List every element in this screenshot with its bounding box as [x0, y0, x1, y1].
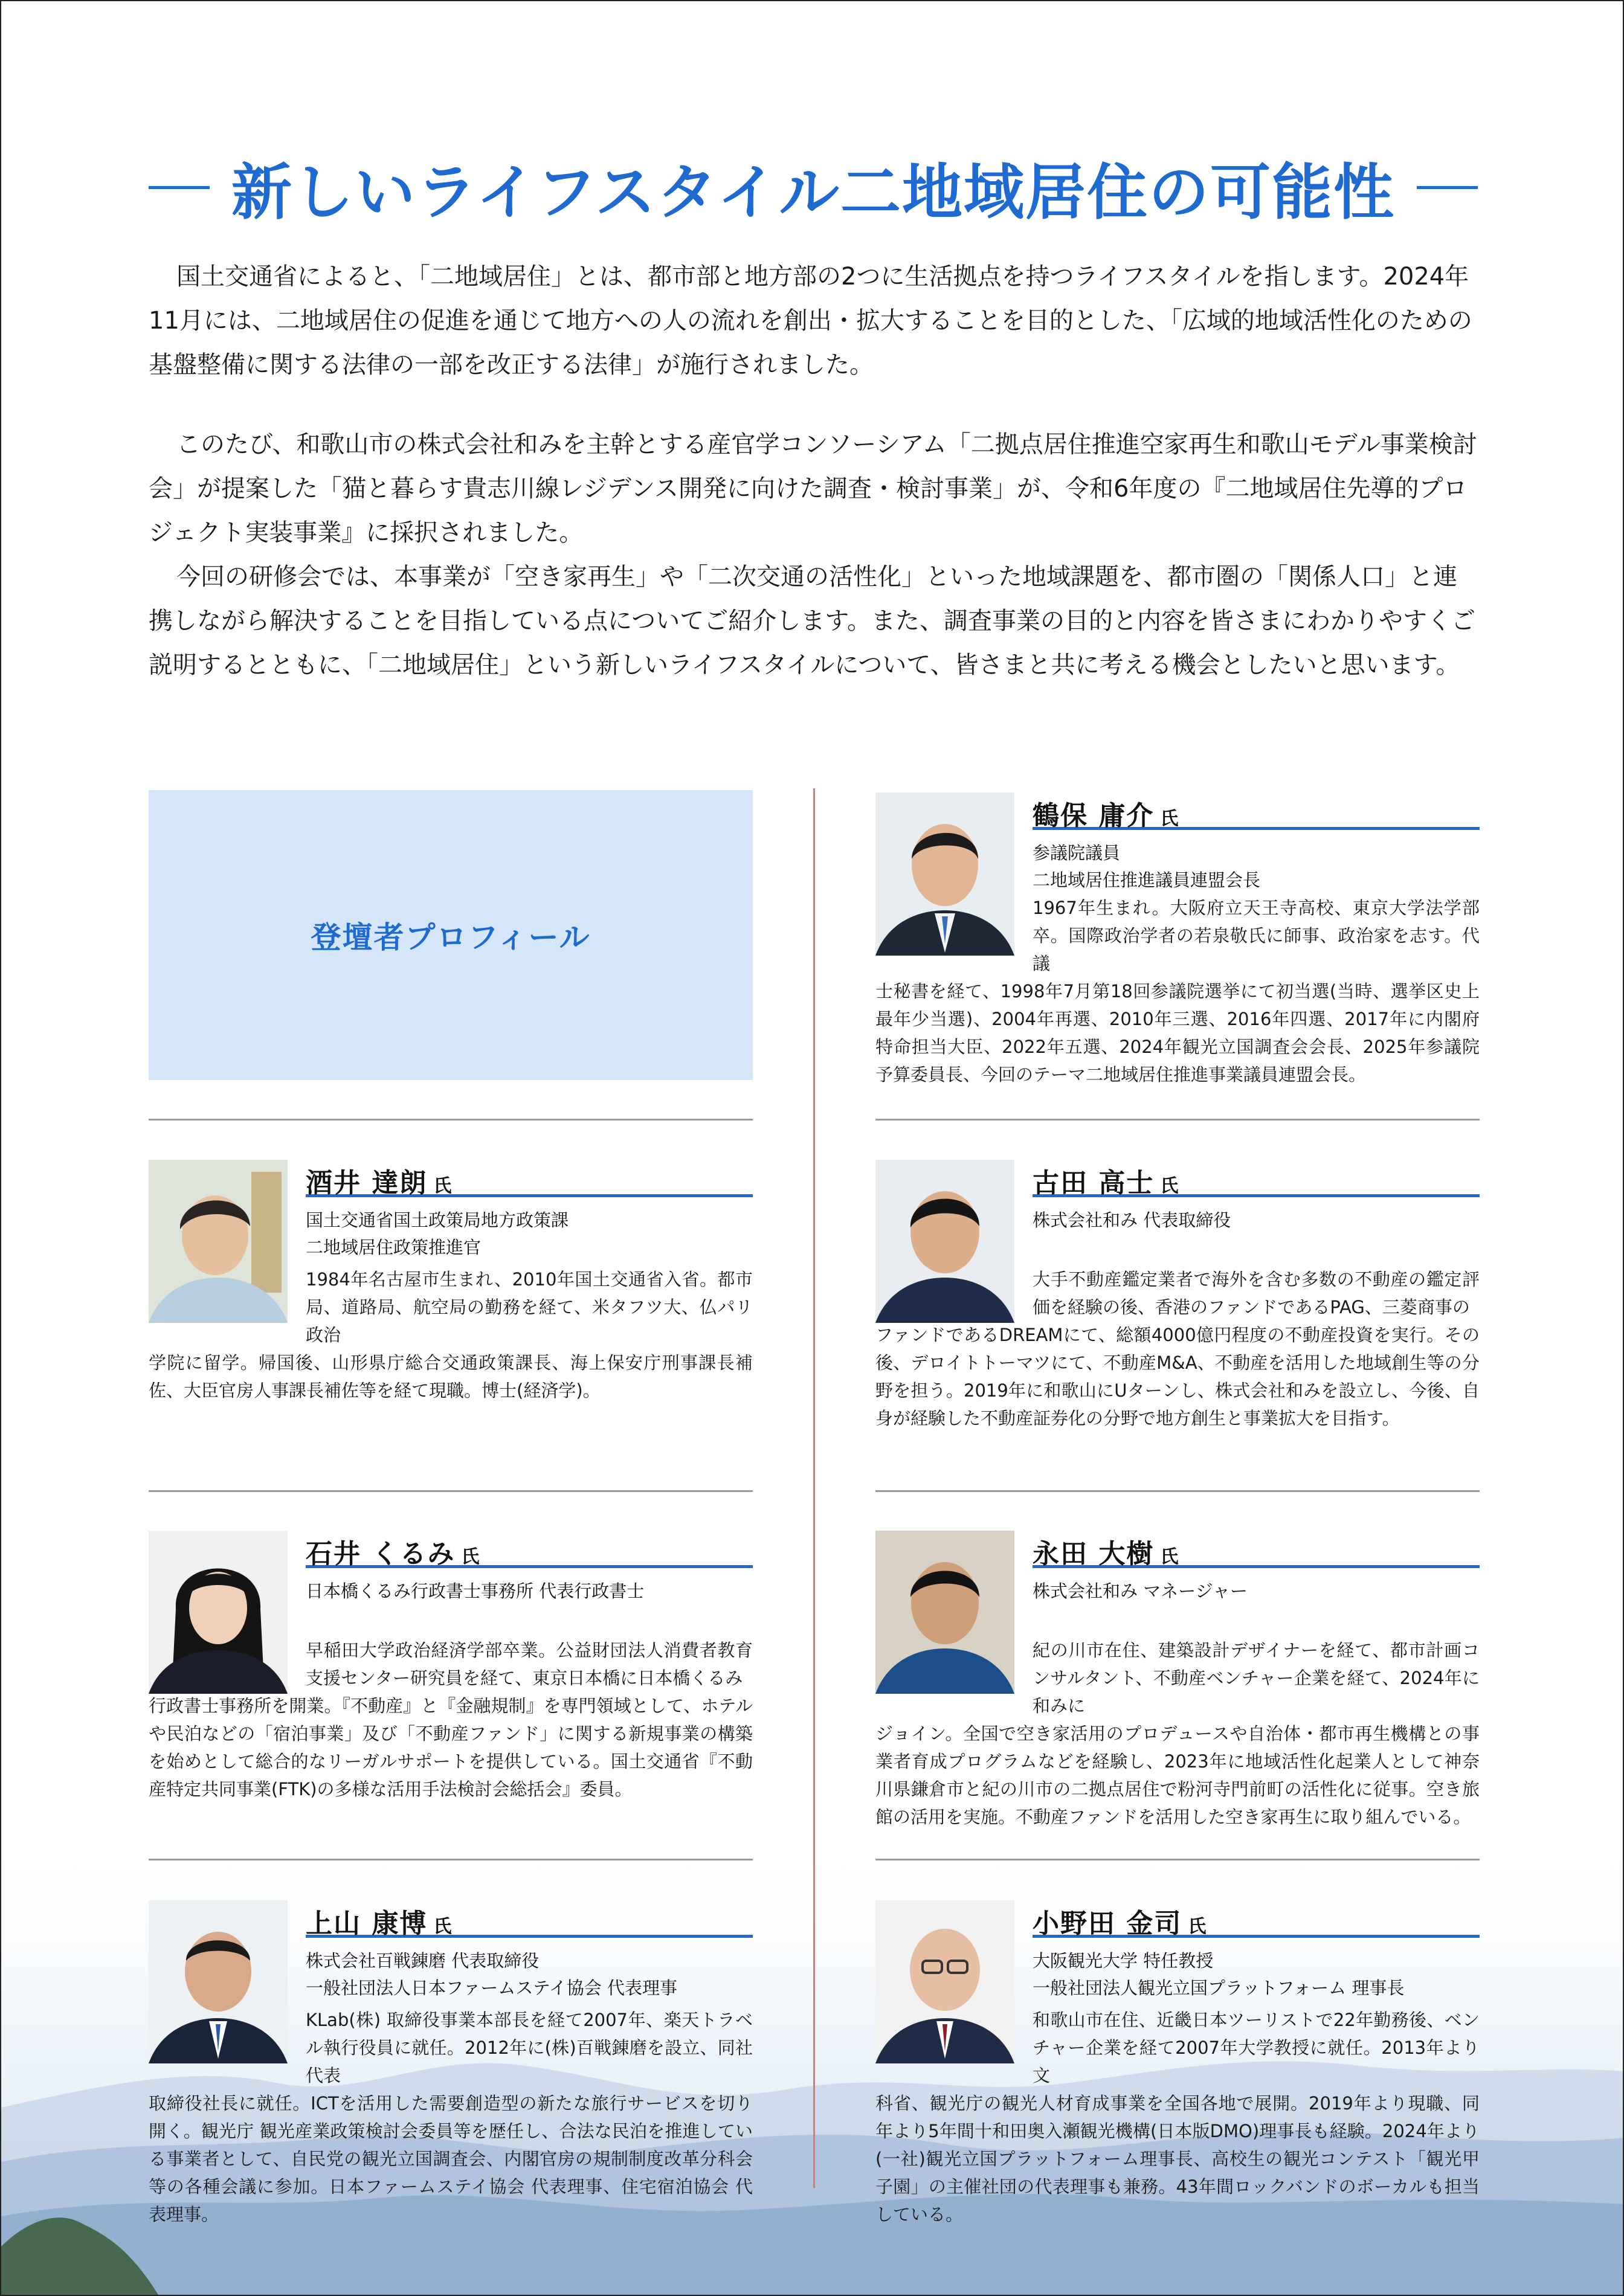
speaker-role: 株式会社和み 代表取締役: [1033, 1210, 1231, 1230]
profile-header-label: 登壇者プロフィール: [311, 920, 591, 955]
speaker-name-row: [306, 1902, 753, 1938]
separator: [149, 1119, 753, 1121]
page-title: 新しいライフスタイル二地域居住の可能性: [231, 156, 1395, 228]
separator: [875, 1119, 1480, 1121]
speaker-name-row: [306, 1161, 753, 1197]
intro-block-2: [149, 423, 1478, 687]
speaker-role: 一般社団法人観光立国プラットフォーム 理事長: [1033, 1978, 1405, 1998]
speaker-bio-top: 1967年生まれ。大阪府立天王寺高校、東京大学法学部卒。国際政治学者の若泉敬氏に師事、政治家を志す。代議: [1033, 898, 1480, 974]
separator: [149, 1859, 753, 1860]
separator: [149, 1490, 753, 1492]
speaker-bio: [875, 1636, 1480, 1831]
honorific: 氏: [1188, 1916, 1207, 1937]
speaker-card: [875, 793, 1480, 1095]
speaker-card: [875, 1531, 1480, 1845]
speaker-role: 国土交通省国土政策局地方政策課: [306, 1210, 569, 1230]
speaker-card: [875, 1160, 1480, 1474]
speaker-bio-top: 和歌山市在住、近畿日本ツーリストで22年勤務後、ベンチャー企業を経て2007年大学教授に就任。2013年より文: [1033, 2010, 1480, 2086]
speaker-name: 永田 大樹: [1033, 1539, 1155, 1569]
speaker-bio: [149, 1636, 753, 1803]
speaker-bio-top: 大手不動産鑑定業者で海外を含む多数の不動産の鑑定評価を経験の後、香港のファンドであるPAG、三菱商事の: [1033, 1269, 1480, 1317]
intro-paragraph: 国土交通省によると、「二地域居住」とは、都市部と地方部の2つに生活拠点を持つライフスタイルを指します。2024年11月には、二地域居住の促進を通じて地方への人の流れを創出・拡大することを目的とした、「広域的地域活性化のための基盤整備に関する法律の一部を改正する法律」が施行されました。: [149, 263, 1472, 379]
speaker-bio-top: 早稲田大学政治経済学部卒業。公益財団法人消費者教育支援センター研究員を経て、東京日本橋に日本橋くるみ: [306, 1640, 753, 1688]
speaker-name-row: [1033, 1902, 1480, 1938]
speaker-name: 小野田 金司: [1033, 1908, 1182, 1939]
speaker-role: 二地域居住推進議員連盟会長: [1033, 870, 1261, 890]
column-divider: [813, 788, 815, 2188]
speaker-roles: [306, 1578, 753, 1605]
speaker-name-row: [1033, 1532, 1480, 1568]
speaker-bio-rest: 取締役社長に就任。ICTを活用した需要創造型の新たな旅行サービスを切り開く。観光庁 観光産業政策検討会委員等を歴任し、合法な民泊を推進している事業者として、自民党の観光立国調査会、内閣官房の規制制度改革分科会等の各種会議に参加。日本ファームステイ協会 代表理事、住宅宿泊協会 代表理事。: [149, 2093, 753, 2225]
speaker-roles: [306, 1947, 753, 2002]
speaker-role: 二地域居住政策推進官: [306, 1237, 482, 1258]
speaker-bio: [149, 1265, 753, 1404]
speaker-role: 株式会社和み マネージャー: [1033, 1581, 1248, 1601]
speaker-bio-rest: ジョイン。全国で空き家活用のプロデュースや自治体・都市再生機構との事業者育成プログラムなどを経験し、2023年に地域活性化起業人として神奈川県鎌倉市と紀の川市の二拠点居住で粉河寺門前町の活性化に従事。空き旅館の活用を実施。不動産ファンドを活用した空き家再生に取り組んでいる。: [875, 1723, 1480, 1827]
speaker-name-row: [1033, 1161, 1480, 1197]
speaker-roles: [1033, 1207, 1480, 1234]
speaker-roles: [306, 1207, 753, 1261]
speaker-bio-top: 1984年名古屋市生まれ、2010年国土交通省入省。都市局、道路局、航空局の勤務を経て、米タフツ大、仏パリ政治: [306, 1269, 753, 1345]
speaker-bio: [149, 2006, 753, 2228]
speaker-role: 株式会社百戦錬磨 代表取締役: [306, 1950, 540, 1971]
title-rule-right: [1417, 186, 1478, 189]
speaker-role: 一般社団法人日本ファームステイ協会 代表理事: [306, 1978, 678, 1998]
speaker-name: 古田 高士: [1033, 1168, 1155, 1198]
intro-paragraph: このたび、和歌山市の株式会社和みを主幹とする産官学コンソーシアム「二拠点居住推進空家再生和歌山モデル事業検討会」が提案した「猫と暮らす貴志川線レジデンス開発に向けた調査・検討事業」が、令和6年度の『二地域居住先導的プロジェクト実装事業』に採択されました。: [149, 431, 1477, 547]
honorific: 氏: [1160, 1175, 1179, 1197]
intro-paragraph: 今回の研修会では、本事業が「空き家再生」や「二次交通の活性化」といった地域課題を、都市圏の「関係人口」と連携しながら解決することを目指している点についてご紹介します。また、調査事業の目的と内容を皆さまにわかりやすくご説明するとともに、「二地域居住」という新しいライフスタイルについて、皆さまと共に考える機会としたいと思います。: [149, 563, 1475, 679]
speaker-card: [875, 1900, 1480, 2225]
honorific: 氏: [1160, 1546, 1179, 1568]
honorific: 氏: [433, 1916, 452, 1937]
speaker-roles: [1033, 1578, 1480, 1605]
speaker-name: 石井 くるみ: [306, 1539, 456, 1569]
speaker-card: [149, 1160, 753, 1474]
profile-section-header: [149, 790, 753, 1080]
speaker-bio-top: 紀の川市在住、建築設計デザイナーを経て、都市計画コンサルタント、不動産ベンチャー企業を経て、2024年に和みに: [1033, 1640, 1480, 1716]
speaker-bio-rest: 士秘書を経て、1998年7月第18回参議院選挙にて初当選(当時、選挙区史上最年少当選)、2004年再選、2010年三選、2016年四選、2017年に内閣府特命担当大臣、2022年五選、2024年観光立国調査会会長、2025年参議院予算委員長、今回のテーマ二地域居住推進事業議員連盟会長。: [875, 981, 1480, 1085]
speaker-bio-top: KLab(株) 取締役事業本部長を経て2007年、楽天トラベル執行役員に就任。2012年に(株)百戦錬磨を設立、同社代表: [306, 2010, 753, 2086]
speaker-bio-rest: 行政書士事務所を開業。『不動産』と『金融規制』を専門領域として、ホテルや民泊などの「宿泊事業」及び「不動産ファンド」に関する新規事業の構築を始めとして総合的なリーガルサポートを提供している。国土交通省『不動産特定共同事業(FTK)の多様な活用手法検討会総括会』委員。: [149, 1696, 753, 1799]
speaker-roles: [1033, 840, 1480, 894]
speaker-role: 大阪観光大学 特任教授: [1033, 1950, 1214, 1971]
honorific: 氏: [1160, 808, 1179, 829]
speaker-card: [149, 1531, 753, 1845]
speaker-bio: [875, 2006, 1480, 2228]
speaker-bio-rest: 科省、観光庁の観光人材育成事業を全国各地で展開。2019年より現職、同年より5年間十和田奥入瀬観光機構(日本版DMO)理事長も経験。2024年より(一社)観光立国プラットフォーム理事長、高校生の観光コンテスト「観光甲子園」の主催社団の代表理事も兼務。43年間ロックバンドのボーカルも担当している。: [875, 2093, 1480, 2225]
separator: [875, 1859, 1480, 1860]
title-banner: [149, 145, 1478, 230]
speaker-bio-rest: 学院に留学。帰国後、山形県庁総合交通政策課長、海上保安庁刑事課長補佐、大臣官房人事課長補佐等を経て現職。博士(経済学)。: [149, 1352, 753, 1401]
separator: [875, 1490, 1480, 1492]
speaker-name-row: [306, 1532, 753, 1568]
speaker-card: [149, 1900, 753, 2225]
honorific: 氏: [433, 1175, 452, 1197]
speaker-name: 鶴保 庸介: [1033, 800, 1155, 831]
speaker-bio: [875, 1265, 1480, 1432]
speaker-name: 上山 康博: [306, 1908, 428, 1939]
intro-block-1: [149, 255, 1478, 387]
honorific: 氏: [461, 1546, 480, 1568]
speaker-bio: [875, 894, 1480, 1089]
title-rule-left: [149, 186, 210, 189]
speaker-roles: [1033, 1947, 1480, 2002]
speaker-role: 日本橋くるみ行政書士事務所 代表行政書士: [306, 1581, 645, 1601]
speaker-bio-rest: ファンドであるDREAMにて、総額4000億円程度の不動産投資を実行。その後、デロイトトーマツにて、不動産M&A、不動産を活用した地域創生等の分野を担う。2019年に和歌山にUターンし、株式会社和みを設立し、今後、自身が経験した不動産証券化の分野で地方創生と事業拡大を目指す。: [875, 1325, 1480, 1429]
speaker-role: 参議院議員: [1033, 843, 1121, 863]
speaker-name: 酒井 達朗: [306, 1168, 428, 1198]
speaker-name-row: [1033, 794, 1480, 830]
